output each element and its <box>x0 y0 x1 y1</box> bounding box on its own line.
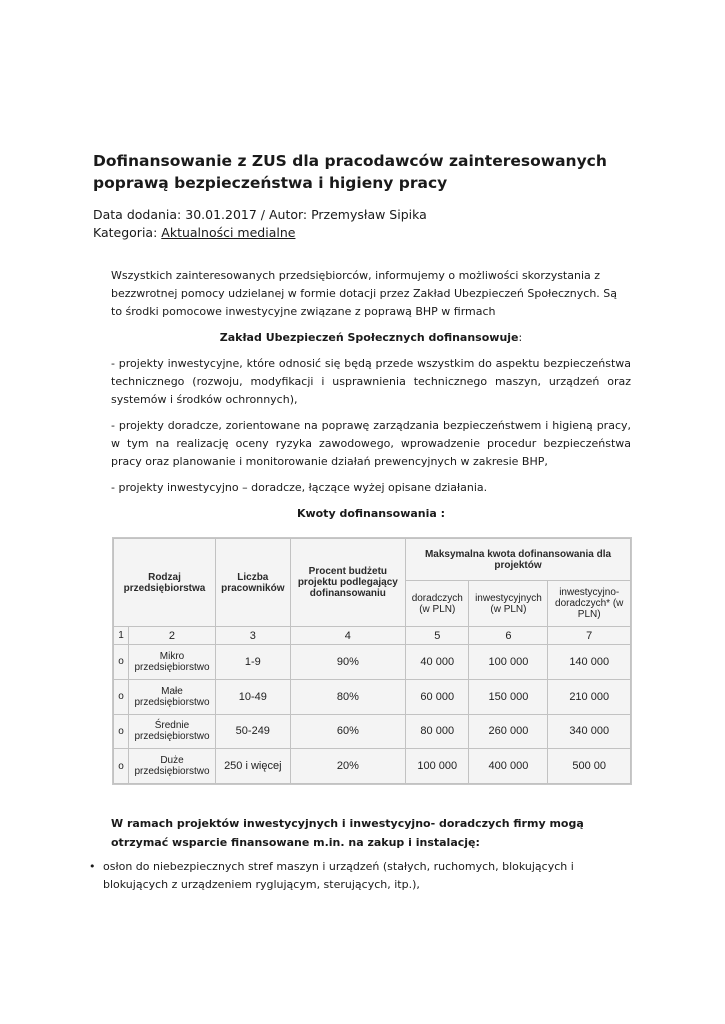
cell-investment: 400 000 <box>469 749 548 784</box>
table-row <box>114 714 631 749</box>
amounts-heading: Kwoty dofinansowania : <box>296 507 446 520</box>
cell-employees: 250 i więcej <box>215 749 290 784</box>
row-marker: o <box>114 645 129 680</box>
header-inw-dor: inwestycyjno-doradczych* (w PLN) <box>548 581 631 627</box>
cell-combined: 340 000 <box>548 714 631 749</box>
article-title: Dofinansowanie z ZUS dla pracodawców zainteresowanych poprawą bezpieczeństwa i higieny pracy <box>93 152 607 192</box>
funding-item-combined: - projekty inwestycyjno – doradcze, łączące wyżej opisane działania. <box>111 481 488 494</box>
table-row <box>114 749 631 784</box>
cell-type: Mikro przedsiębiorstwo <box>129 645 216 680</box>
header-liczba: Liczba pracowników <box>215 539 290 627</box>
col-number: 3 <box>215 627 290 645</box>
col-number: 2 <box>129 627 216 645</box>
cell-type: Małe przedsiębiorstwo <box>129 679 216 714</box>
col-number: 1 <box>114 627 129 645</box>
bullet-icon: • <box>89 860 96 873</box>
cell-advisory: 80 000 <box>406 714 469 749</box>
intro-paragraph: Wszystkich zainteresowanych przedsiębiorców, informujemy o możliwości skorzystania z bezzwrotnej pomocy udzielanej w formie dotacji przez Zakład Ubezpieczeń Społecznych. Są to środki pomocowe inwestycyjne związane z poprawą BHP w firmach <box>111 269 618 318</box>
cell-combined: 210 000 <box>548 679 631 714</box>
cell-percent: 80% <box>290 679 405 714</box>
list-item <box>89 858 634 894</box>
cell-percent: 20% <box>290 749 405 784</box>
category-link[interactable]: Aktualności medialne <box>161 225 296 240</box>
header-inwestycyjnych: inwestycyjnych (w PLN) <box>469 581 548 627</box>
cell-investment: 150 000 <box>469 679 548 714</box>
header-procent: Procent budżetu projektu podlegający dofinansowaniu <box>290 539 405 627</box>
table-numbering-row <box>114 627 631 645</box>
header-doradczych: doradczych (w PLN) <box>406 581 469 627</box>
category-label: Kategoria: <box>93 225 162 240</box>
cell-employees: 1-9 <box>215 645 290 680</box>
col-number: 4 <box>290 627 405 645</box>
table-row <box>114 645 631 680</box>
table-row <box>114 679 631 714</box>
col-number: 7 <box>548 627 631 645</box>
cell-investment: 100 000 <box>469 645 548 680</box>
cell-advisory: 60 000 <box>406 679 469 714</box>
funding-table-image <box>112 537 632 785</box>
row-marker: o <box>114 679 129 714</box>
cell-percent: 60% <box>290 714 405 749</box>
list-item-text: osłon do niebezpiecznych stref maszyn i urządzeń (stałych, ruchomych, blokujących i blokujących z urządzeniem ryglującym, sterujących, itp.), <box>103 860 574 891</box>
date-author-line: Data dodania: 30.01.2017 / Autor: Przemysław Sipika <box>93 207 427 222</box>
cell-employees: 10-49 <box>215 679 290 714</box>
cell-advisory: 100 000 <box>406 749 469 784</box>
cell-type: Duże przedsiębiorstwo <box>129 749 216 784</box>
header-max-kwota: Maksymalna kwota dofinansowania dla projektów <box>406 539 631 581</box>
cell-combined: 500 00 <box>548 749 631 784</box>
cell-investment: 260 000 <box>469 714 548 749</box>
article-meta <box>93 206 427 242</box>
zus-heading-text: Zakład Ubezpieczeń Społecznych dofinansowuje <box>219 331 519 344</box>
cell-percent: 90% <box>290 645 405 680</box>
category-line <box>93 224 427 242</box>
article-body <box>111 267 631 531</box>
support-list <box>89 858 634 894</box>
funding-item-investment: - projekty inwestycyjne, które odnosić się będą przede wszystkim do aspektu bezpieczeństwa technicznego (rozwoju, modyfikacji i usprawnienia technicznego maszyn, urządzeń oraz systemów i środków ochronnych), <box>111 357 631 406</box>
zus-heading <box>111 329 631 347</box>
col-number: 6 <box>469 627 548 645</box>
row-marker: o <box>114 749 129 784</box>
cell-advisory: 40 000 <box>406 645 469 680</box>
zus-heading-colon: : <box>518 331 523 344</box>
support-intro: W ramach projektów inwestycyjnych i inwestycyjno- doradczych firmy mogą otrzymać wsparcie finansowane m.in. na zakup i instalację: <box>111 817 584 849</box>
col-number: 5 <box>406 627 469 645</box>
funding-item-advisory: - projekty doradcze, zorientowane na poprawę zarządzania bezpieczeństwem i higieną pracy, w tym na realizację oceny ryzyka zawodowego, wprowadzenie procedur bezpieczeństwa pracy oraz planowanie i monitorowanie działań prewencyjnych w zakresie BHP, <box>111 419 631 468</box>
header-rodzaj: Rodzaj przedsiębiorstwa <box>114 539 216 627</box>
row-marker: o <box>114 714 129 749</box>
funding-table <box>113 538 631 784</box>
table-header-row <box>114 539 631 581</box>
cell-combined: 140 000 <box>548 645 631 680</box>
cell-type: Średnie przedsiębiorstwo <box>129 714 216 749</box>
cell-employees: 50-249 <box>215 714 290 749</box>
